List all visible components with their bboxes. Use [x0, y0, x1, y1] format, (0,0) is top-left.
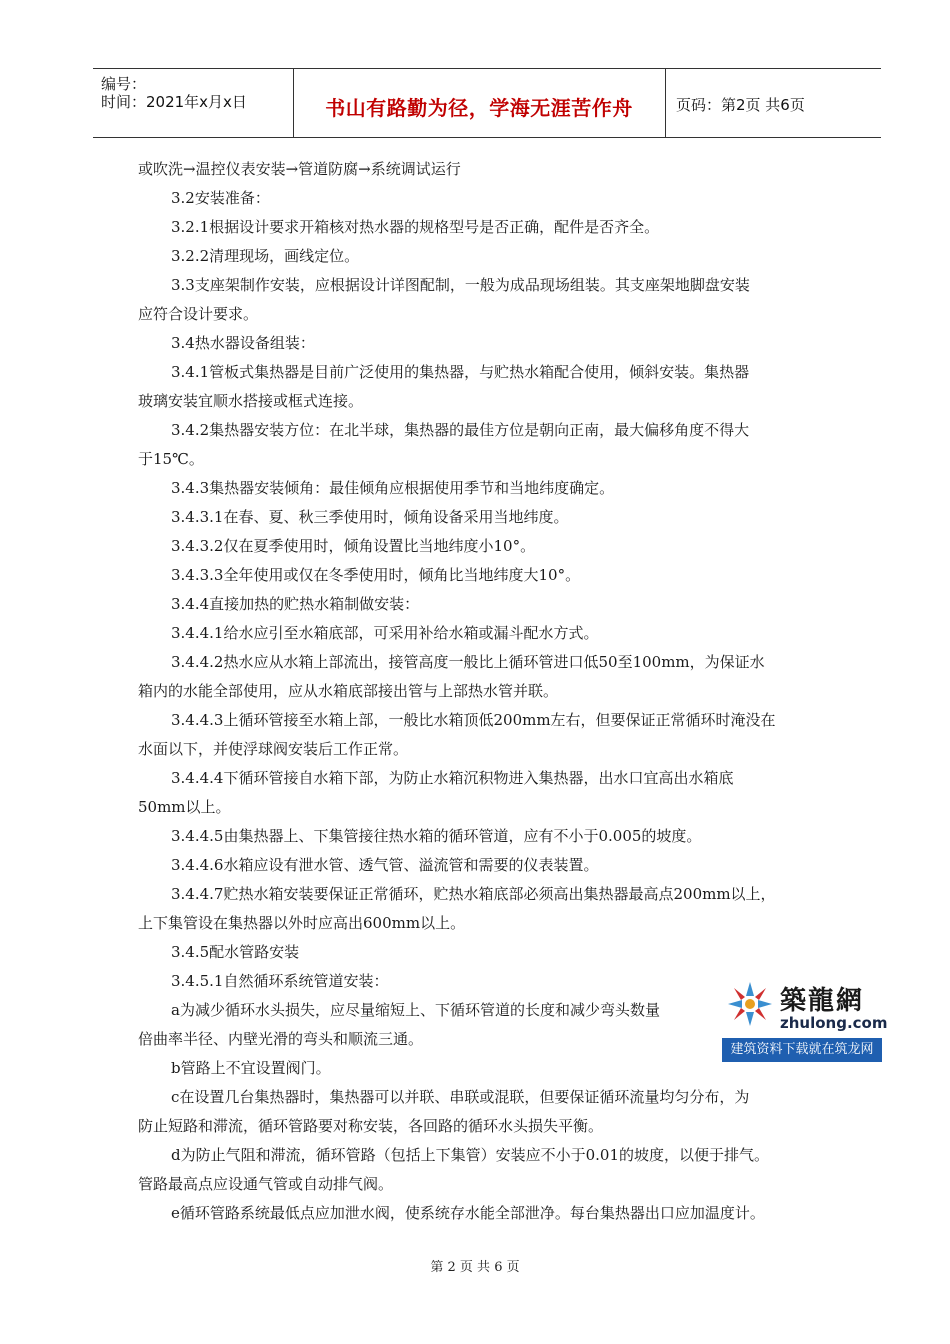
body-line: 倍曲率半径、内壁光滑的弯头和顺流三通。 [138, 1030, 424, 1048]
body-line: 3.4.4.7贮热水箱安装要保证正常循环，贮热水箱底部必须高出集热器最高点200mm以上， [171, 885, 776, 903]
header-page-info: 页码：第2页 共6页 [676, 96, 805, 114]
body-line: 3.4.2集热器安装方位：在北半球，集热器的最佳方位是朝向正南，最大偏移角度不得大 [171, 421, 750, 439]
body-line: 3.4.4.3上循环管接至水箱上部，一般比水箱顶低200mm左右，但要保证正常循环时淹没在 [171, 711, 776, 729]
body-line: d为防止气阻和滞流，循环管路（包括上下集管）安装应不小于0.01的坡度，以便于排气。 [171, 1146, 770, 1164]
page-header [93, 68, 881, 138]
watermark-slogan: 建筑资料下载就在筑龙网 [722, 1038, 882, 1062]
zhulong-watermark [722, 974, 888, 1066]
body-line: 50mm以上。 [138, 798, 231, 816]
body-line: 于15℃。 [138, 450, 204, 468]
zhulong-logo-icon [728, 980, 772, 1036]
body-line: 3.2安装准备： [171, 189, 270, 207]
body-line: 3.2.2清理现场，画线定位。 [171, 247, 360, 265]
body-line: 3.4.5配水管路安装 [171, 943, 300, 961]
document-body [138, 155, 844, 1228]
body-line: 3.4.4.4下循环管接自水箱下部，为防止水箱沉积物进入集热器，出水口宜高出水箱底 [171, 769, 734, 787]
header-motto: 书山有路勤为径，学海无涯苦作舟 [325, 96, 633, 120]
watermark-cn-title: 築龍網 [780, 986, 865, 1016]
body-line: b管路上不宜设置阀门。 [171, 1059, 331, 1077]
body-line: 水面以下，并使浮球阀安装后工作正常。 [138, 740, 409, 758]
body-line: 或吹洗→温控仪表安装→管道防腐→系统调试运行 [138, 160, 461, 178]
code-label: 编号： [101, 75, 147, 93]
body-line: 3.4.3.1在春、夏、秋三季使用时，倾角设备采用当地纬度。 [171, 508, 569, 526]
body-line: 3.3支座架制作安装，应根据设计详图配制，一般为成品现场组装。其支座架地脚盘安装 [171, 276, 750, 294]
body-line: 箱内的水能全部使用，应从水箱底部接出管与上部热水管并联。 [138, 682, 559, 700]
body-line: 玻璃安装宜顺水搭接或框式连接。 [138, 392, 364, 410]
body-line: 3.4.3集热器安装倾角：最佳倾角应根据使用季节和当地纬度确定。 [171, 479, 615, 497]
header-motto-cell [293, 69, 666, 137]
body-line: e循环管路系统最低点应加泄水阀，使系统存水能全部泄净。每台集热器出口应加温度计。 [171, 1204, 765, 1222]
time-label: 时间：2021年x月x日 [101, 93, 247, 111]
body-line: 防止短路和滞流，循环管路要对称安装，各回路的循环水头损失平衡。 [138, 1117, 604, 1135]
body-line: 3.4.4.2热水应从水箱上部流出，接管高度一般比上循环管进口低50至100mm，为保证水 [171, 653, 765, 671]
body-line: 3.4热水器设备组装： [171, 334, 315, 352]
body-line: 3.4.5.1自然循环系统管道安装： [171, 972, 389, 990]
body-line: 3.4.3.2仅在夏季使用时，倾角设置比当地纬度小10°。 [171, 537, 536, 555]
body-line: 3.4.4直接加热的贮热水箱制做安装： [171, 595, 420, 613]
header-meta-cell [93, 69, 294, 137]
header-page-cell [666, 69, 881, 137]
body-line: 上下集管设在集热器以外时应高出600mm以上。 [138, 914, 466, 932]
body-line: 3.4.1管板式集热器是目前广泛使用的集热器，与贮热水箱配合使用，倾斜安装。集热器 [171, 363, 750, 381]
body-line: 3.4.4.1给水应引至水箱底部，可采用补给水箱或漏斗配水方式。 [171, 624, 599, 642]
page-footer: 第 2 页 共 6 页 [430, 1260, 520, 1275]
body-line: 3.4.3.3全年使用或仅在冬季使用时，倾角比当地纬度大10°。 [171, 566, 581, 584]
body-line: 应符合设计要求。 [138, 305, 259, 323]
body-line: a为减少循环水头损失，应尽量缩短上、下循环管道的长度和减少弯头数量 [171, 1001, 660, 1019]
body-line: 3.2.1根据设计要求开箱核对热水器的规格型号是否正确，配件是否齐全。 [171, 218, 660, 236]
watermark-domain: zhulong.com [780, 1014, 888, 1032]
body-line: 管路最高点应设通气管或自动排气阀。 [138, 1175, 394, 1193]
body-line: 3.4.4.6水箱应设有泄水管、透气管、溢流管和需要的仪表装置。 [171, 856, 599, 874]
body-line: c在设置几台集热器时，集热器可以并联、串联或混联，但要保证循环流量均匀分布，为 [171, 1088, 750, 1106]
body-line: 3.4.4.5由集热器上、下集管接往热水箱的循环管道，应有不小于0.005的坡度。 [171, 827, 702, 845]
